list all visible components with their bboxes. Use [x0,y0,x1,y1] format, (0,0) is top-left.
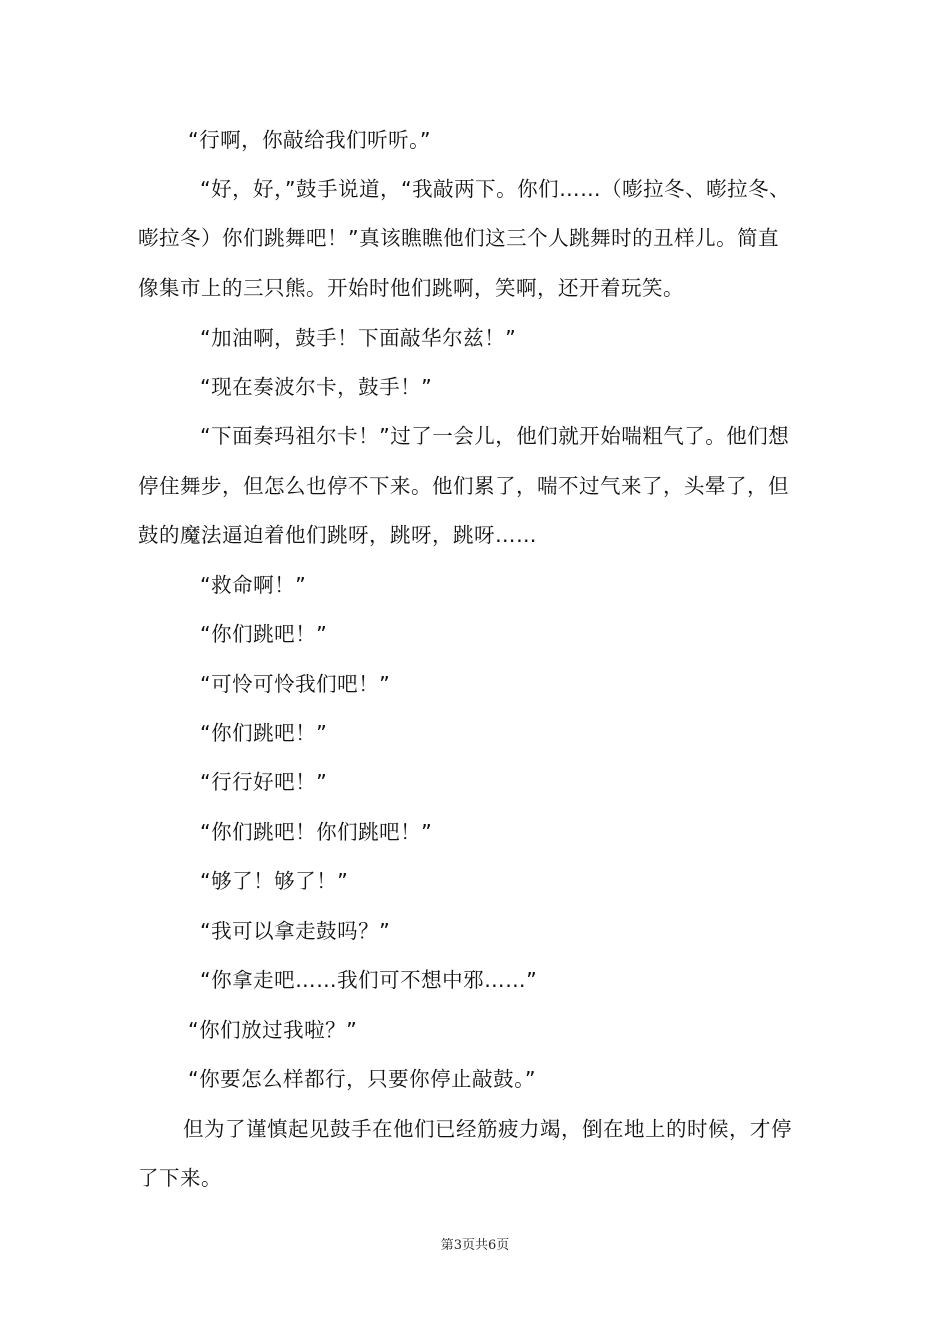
text-line: 鼓的魔法逼迫着他们跳呀，跳呀，跳呀…… [138,523,537,547]
text-line: “你们放过我啦？” [188,1018,358,1042]
text-line: 但为了谨慎起见鼓手在他们已经筋疲力竭，倒在地上的时候，才停 [183,1117,792,1141]
text-line: “你拿走吧……我们可不想中邪……” [200,968,538,992]
text-line: 嘭拉冬）你们跳舞吧！”真该瞧瞧他们这三个人跳舞时的丑样儿。简直 [138,226,780,250]
page-footer: 第3页共6页 [440,1238,510,1253]
text-line: “你们跳吧！” [200,622,328,646]
text-line: “好，好，”鼓手说道，“我敲两下。你们……（嘭拉冬、嘭拉冬、 [200,177,791,201]
text-line: “救命啊！” [200,573,307,597]
text-line: “可怜可怜我们吧！” [200,672,391,696]
text-line: “你们跳吧！” [200,721,328,745]
text-line: “行啊，你敲给我们听听。” [188,128,431,152]
text-line: “你们跳吧！你们跳吧！” [200,820,433,844]
text-line: “够了！够了！” [200,869,349,893]
text-line: “你要怎么样都行，只要你停止敲鼓。” [188,1067,536,1091]
text-line: “行行好吧！” [200,770,328,794]
text-line: “加油啊，鼓手！下面敲华尔兹！” [200,326,517,350]
text-line: 停住舞步，但怎么也停不下来。他们累了，喘不过气来了，头晕了，但 [138,474,789,498]
text-line: 了下来。 [138,1166,222,1190]
text-line: 像集市上的三只熊。开始时他们跳啊，笑啊，还开着玩笑。 [138,276,684,300]
text-line: “我可以拿走鼓吗？” [200,919,391,943]
text-line: “现在奏波尔卡，鼓手！” [200,375,433,399]
text-line: “下面奏玛祖尔卡！”过了一会儿，他们就开始喘粗气了。他们想 [200,424,790,448]
